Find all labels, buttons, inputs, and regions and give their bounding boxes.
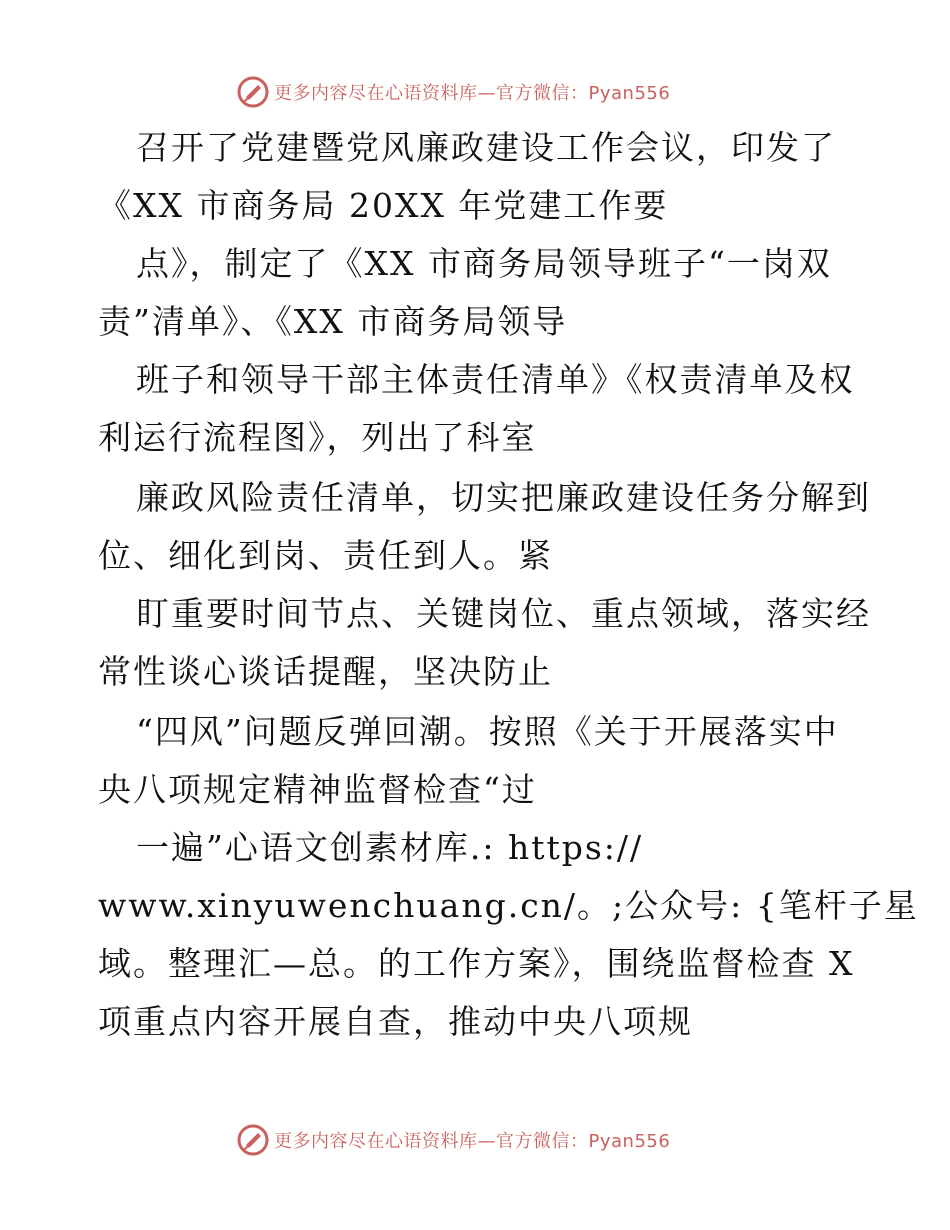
text-line: 点》，制定了《XX 市商务局领导班子“一岗双 [136, 244, 832, 283]
text-line: “四风”问题反弹回潮。按照《关于开展落实中 [136, 712, 839, 751]
watermark-text: 更多内容尽在心语资料库—官方微信：Pyan556 [274, 83, 671, 104]
text-line: 域。整理汇—总。的工作方案》，围绕监督检查 X [98, 944, 855, 983]
text-line: 廉政风险责任清单，切实把廉政建设任务分解到 [136, 478, 871, 517]
text-line: 班子和领导干部主体责任清单》《权责清单及权 [136, 360, 855, 399]
text-line: 项重点内容开展自查，推动中央八项规 [98, 1002, 693, 1041]
text-line: 召开了党建暨党风廉政建设工作会议，印发了 [136, 128, 836, 167]
text-line: 利运行流程图》，列出了科室 [98, 418, 537, 457]
text-line: 常性谈心谈话提醒，坚决防止 [98, 652, 553, 691]
text-line: 盯重要时间节点、关键岗位、重点领域，落实经 [136, 594, 871, 633]
text-line: 央八项规定精神监督检查“过 [98, 770, 537, 809]
footer-watermark [236, 1120, 756, 1160]
text-line: 一遍”心语文创素材库.: https:// [136, 828, 644, 867]
text-line: 责”清单》、《XX 市商务局领导 [98, 302, 568, 341]
text-line: www.xinyuwenchuang.cn/。;公众号: {笔杆子星 [98, 886, 919, 925]
watermark-text: 更多内容尽在心语资料库—官方微信：Pyan556 [274, 1131, 671, 1152]
logo-icon [236, 1123, 270, 1157]
text-line: 位、细化到岗、责任到人。紧 [98, 536, 553, 575]
text-line: 《XX 市商务局 20XX 年党建工作要 [98, 186, 669, 225]
